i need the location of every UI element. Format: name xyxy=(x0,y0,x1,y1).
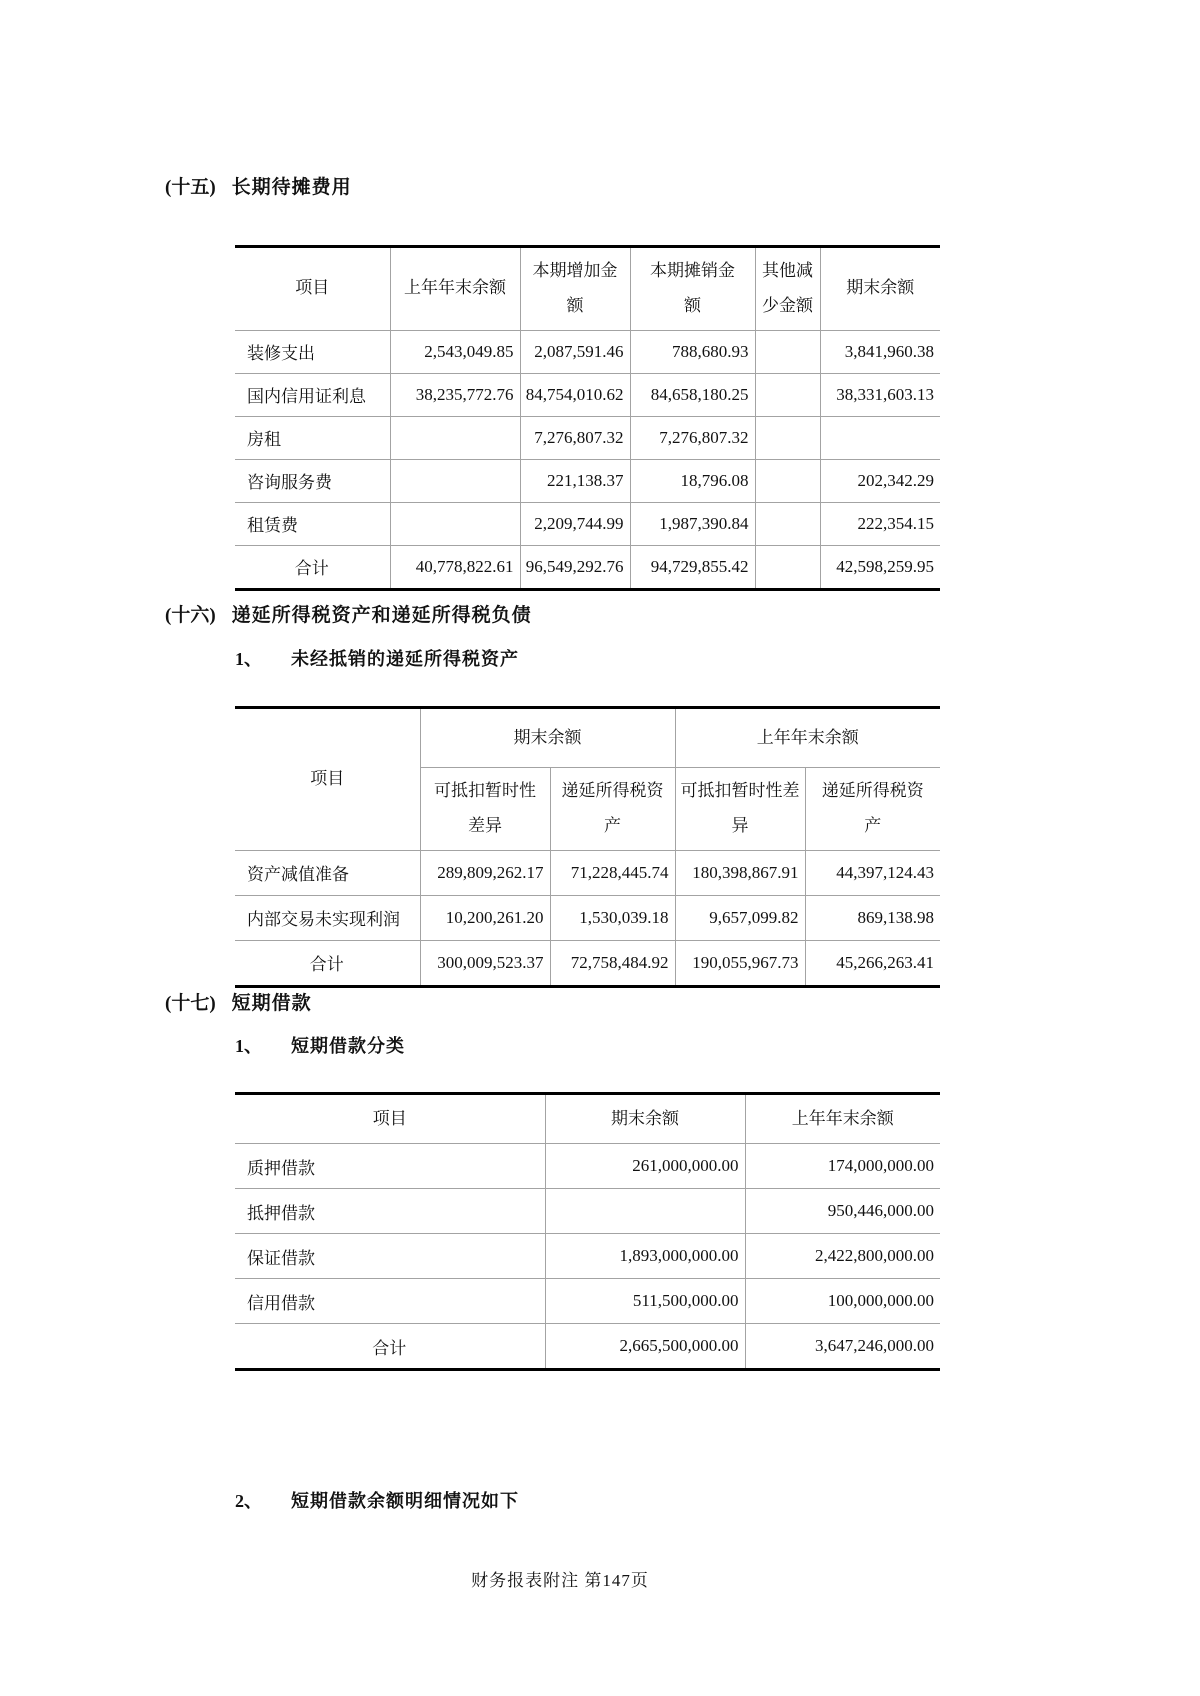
cell-value: 1,893,000,000.00 xyxy=(545,1234,745,1279)
cell-value xyxy=(820,416,940,459)
cell-value: 2,665,500,000.00 xyxy=(545,1324,745,1370)
row-label: 合计 xyxy=(235,545,390,589)
cell-value xyxy=(755,459,820,502)
cell-value: 174,000,000.00 xyxy=(745,1144,940,1189)
row-label: 信用借款 xyxy=(235,1279,545,1324)
cell-value xyxy=(390,459,520,502)
table-row xyxy=(235,1144,940,1189)
cell-value: 44,397,124.43 xyxy=(805,850,940,895)
cell-value xyxy=(545,1189,745,1234)
cell-value: 788,680.93 xyxy=(630,330,755,373)
page-footer: 财务报表附注 第147页 xyxy=(471,1571,649,1590)
cell-value: 221,138.37 xyxy=(520,459,630,502)
cell-value xyxy=(755,330,820,373)
cell-value: 3,647,246,000.00 xyxy=(815,1336,934,1355)
cell-value: 18,796.08 xyxy=(630,459,755,502)
col-header-other-decrease: 其他减 少金额 xyxy=(755,247,820,331)
table-group-header-row xyxy=(235,708,940,768)
cell-value: 100,000,000.00 xyxy=(745,1279,940,1324)
section-17-title: 短期借款 xyxy=(231,993,312,1014)
col-header-item: 项目 xyxy=(235,708,420,851)
cell-value: 1,530,039.18 xyxy=(550,895,675,940)
short-term-borrowing-table xyxy=(235,1092,940,1371)
row-label: 合计 xyxy=(235,1324,545,1370)
cell-value: 190,055,967.73 xyxy=(675,940,805,986)
cell-value xyxy=(755,545,820,589)
table-row xyxy=(235,895,940,940)
cell-value: 261,000,000.00 xyxy=(545,1144,745,1189)
cell-value: 96,549,292.76 xyxy=(520,545,630,589)
section-15-heading xyxy=(165,172,352,199)
cell-value: 511,500,000.00 xyxy=(545,1279,745,1324)
cell-value: 2,087,591.46 xyxy=(520,330,630,373)
table-total-row xyxy=(235,940,940,986)
section-15-number: (十五) xyxy=(165,177,216,198)
table-row xyxy=(235,459,940,502)
section-16-heading xyxy=(165,600,532,627)
cell-value: 300,009,523.37 xyxy=(420,940,550,986)
cell-value: 180,398,867.91 xyxy=(675,850,805,895)
row-label: 咨询服务费 xyxy=(235,459,390,502)
col-header-ending-balance: 期末余额 xyxy=(545,1094,745,1144)
section-16-title: 递延所得税资产和递延所得税负债 xyxy=(231,605,532,626)
table-row xyxy=(235,502,940,545)
long-term-deferred-expense-table xyxy=(235,245,940,591)
sub-heading-number: 1、 xyxy=(235,649,262,669)
cell-value xyxy=(755,373,820,416)
section-16-sub1-heading xyxy=(235,645,519,671)
cell-value: 71,228,445.74 xyxy=(550,850,675,895)
cell-value: 72,758,484.92 xyxy=(550,940,675,986)
col-header-period-increase: 本期增加金 额 xyxy=(520,247,630,331)
col-header-item: 项目 xyxy=(235,1094,545,1144)
section-16-number: (十六) xyxy=(165,605,216,626)
table-total-row xyxy=(235,545,940,589)
deferred-tax-asset-table xyxy=(235,706,940,988)
cell-value: 950,446,000.00 xyxy=(745,1189,940,1234)
sub-heading-number: 2、 xyxy=(235,1491,262,1511)
sub-heading-title: 短期借款分类 xyxy=(291,1036,405,1056)
col-header-ending-balance: 期末余额 xyxy=(820,247,940,331)
group-header-prior-year-balance: 上年年末余额 xyxy=(675,708,940,768)
table-header-row xyxy=(235,1094,940,1144)
row-label: 内部交易未实现利润 xyxy=(235,895,420,940)
cell-value xyxy=(390,502,520,545)
col-header-prior-year-balance: 上年年末余额 xyxy=(745,1094,940,1144)
row-label: 保证借款 xyxy=(235,1234,545,1279)
row-label: 国内信用证利息 xyxy=(235,373,390,416)
sub-heading-number: 1、 xyxy=(235,1036,262,1056)
cell-value: 289,809,262.17 xyxy=(420,850,550,895)
table-row xyxy=(235,373,940,416)
cell-value: 2,422,800,000.00 xyxy=(745,1234,940,1279)
row-label: 房租 xyxy=(235,416,390,459)
cell-value: 38,235,772.76 xyxy=(390,373,520,416)
section-15-title: 长期待摊费用 xyxy=(231,177,352,198)
group-header-ending-balance: 期末余额 xyxy=(420,708,675,768)
col-header-deductible-temp-diff-ending: 可抵扣暂时性 差异 xyxy=(420,768,550,851)
cell-value: 40,778,822.61 xyxy=(390,545,520,589)
section-17-sub1-heading xyxy=(235,1032,405,1058)
cell-value: 9,657,099.82 xyxy=(675,895,805,940)
cell-value: 84,658,180.25 xyxy=(630,373,755,416)
cell-value: 869,138.98 xyxy=(805,895,940,940)
table-row xyxy=(235,1234,940,1279)
sub-heading-title: 未经抵销的递延所得税资产 xyxy=(291,649,519,669)
cell-value: 2,543,049.85 xyxy=(390,330,520,373)
cell-value xyxy=(755,502,820,545)
cell-value: 3,841,960.38 xyxy=(820,330,940,373)
cell-value: 84,754,010.62 xyxy=(520,373,630,416)
row-label: 租赁费 xyxy=(235,502,390,545)
table-row xyxy=(235,416,940,459)
col-header-prior-year-balance: 上年年末余额 xyxy=(390,247,520,331)
cell-value: 222,354.15 xyxy=(820,502,940,545)
cell-value: 94,729,855.42 xyxy=(630,545,755,589)
col-header-item: 项目 xyxy=(235,247,390,331)
row-label: 抵押借款 xyxy=(235,1189,545,1234)
table-row xyxy=(235,330,940,373)
cell-value: 202,342.29 xyxy=(820,459,940,502)
col-header-period-amortization: 本期摊销金 额 xyxy=(630,247,755,331)
table-row xyxy=(235,1279,940,1324)
cell-value: 7,276,807.32 xyxy=(630,416,755,459)
section-17-number: (十七) xyxy=(165,993,216,1014)
table-header-row xyxy=(235,247,940,331)
cell-value: 7,276,807.32 xyxy=(520,416,630,459)
col-header-deferred-tax-asset-ending: 递延所得税资 产 xyxy=(550,768,675,851)
section-17-heading xyxy=(165,988,312,1015)
sub-heading-title: 短期借款余额明细情况如下 xyxy=(291,1491,519,1511)
table-row xyxy=(235,850,940,895)
row-label: 资产减值准备 xyxy=(235,850,420,895)
cell-value xyxy=(755,416,820,459)
cell-value xyxy=(390,416,520,459)
cell-value: 2,209,744.99 xyxy=(520,502,630,545)
cell-value: 10,200,261.20 xyxy=(420,895,550,940)
row-label: 合计 xyxy=(235,940,420,986)
col-header-deductible-temp-diff-prior: 可抵扣暂时性差 异 xyxy=(675,768,805,851)
cell-value: 38,331,603.13 xyxy=(820,373,940,416)
col-header-deferred-tax-asset-prior: 递延所得税资 产 xyxy=(805,768,940,851)
table-row xyxy=(235,1189,940,1234)
cell-value: 1,987,390.84 xyxy=(630,502,755,545)
section-17-sub2-heading xyxy=(235,1487,519,1513)
cell-value: 45,266,263.41 xyxy=(836,952,934,972)
row-label: 装修支出 xyxy=(235,330,390,373)
cell-value: 42,598,259.95 xyxy=(836,556,934,576)
row-label: 质押借款 xyxy=(235,1144,545,1189)
table-total-row xyxy=(235,1324,940,1370)
